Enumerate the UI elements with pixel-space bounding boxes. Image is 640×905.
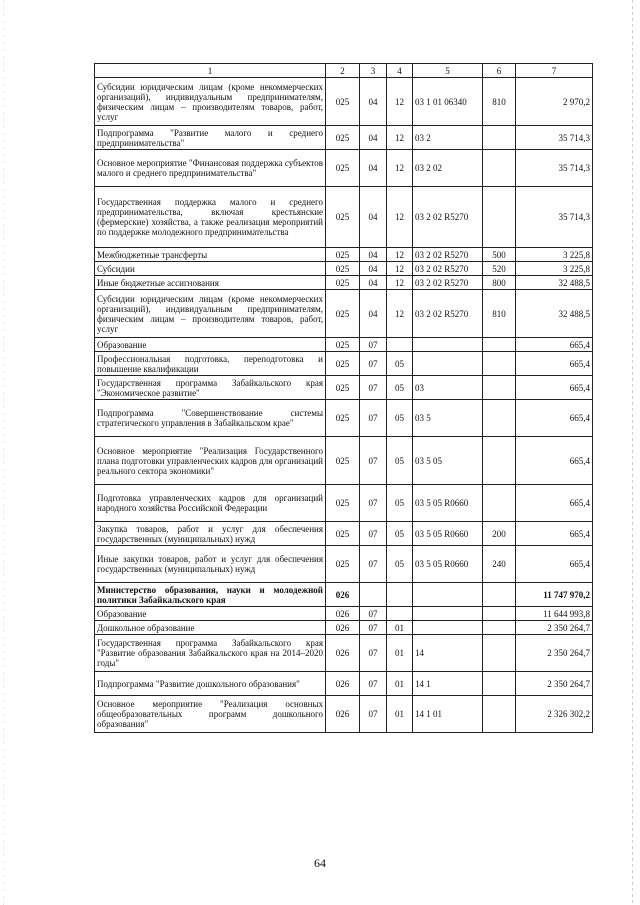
table-row bbox=[95, 150, 593, 187]
row-amount: 3 225,8 bbox=[516, 262, 593, 276]
row-expense-type bbox=[483, 150, 516, 187]
row-amount: 2 350 264,7 bbox=[516, 672, 593, 696]
row-department-code: 025 bbox=[326, 376, 360, 400]
row-subsection-code: 12 bbox=[387, 290, 413, 338]
row-name: Образование bbox=[95, 607, 326, 621]
table-row bbox=[95, 607, 593, 621]
row-department-code: 025 bbox=[326, 338, 360, 352]
row-amount: 32 488,5 bbox=[516, 276, 593, 290]
row-name: Профессиональная подготовка, переподготовка и повышение квалификации bbox=[95, 352, 326, 376]
row-subsection-code: 12 bbox=[387, 126, 413, 150]
row-section-code: 07 bbox=[360, 338, 387, 352]
row-department-code: 025 bbox=[326, 248, 360, 262]
row-name: Основное мероприятие "Реализация Государственного плана подготовки управленческих кадров для организаций реального сектора экономики" bbox=[95, 437, 326, 485]
row-name: Субсидии bbox=[95, 262, 326, 276]
row-department-code: 025 bbox=[326, 276, 360, 290]
table-row bbox=[95, 276, 593, 290]
row-subsection-code: 05 bbox=[387, 352, 413, 376]
row-subsection-code bbox=[387, 338, 413, 352]
row-section-code bbox=[360, 583, 387, 607]
row-amount: 665,4 bbox=[516, 546, 593, 583]
row-name: Подпрограмма "Развитие малого и среднего предпринимательства" bbox=[95, 126, 326, 150]
row-section-code: 04 bbox=[360, 248, 387, 262]
row-section-code: 04 bbox=[360, 150, 387, 187]
row-target-article bbox=[413, 607, 483, 621]
header-col-6: 6 bbox=[483, 64, 516, 78]
row-amount: 2 326 302,2 bbox=[516, 696, 593, 733]
row-section-code: 04 bbox=[360, 290, 387, 338]
row-target-article: 03 5 05 R0660 bbox=[413, 485, 483, 522]
row-section-code: 07 bbox=[360, 696, 387, 733]
row-department-code: 025 bbox=[326, 262, 360, 276]
scan-edge-right bbox=[632, 0, 633, 905]
row-target-article: 03 5 05 bbox=[413, 437, 483, 485]
row-amount: 665,4 bbox=[516, 338, 593, 352]
row-name: Субсидии юридическим лицам (кроме некоммерческих организаций), индивидуальным предпринимателям, физическим лицам – производителям товаров, работ, услуг bbox=[95, 78, 326, 126]
row-department-code: 025 bbox=[326, 485, 360, 522]
row-target-article bbox=[413, 352, 483, 376]
row-target-article: 03 2 02 R5270 bbox=[413, 290, 483, 338]
row-amount: 35 714,3 bbox=[516, 126, 593, 150]
row-expense-type bbox=[483, 352, 516, 376]
row-name: Государственная программа Забайкальского края "Развитие образования Забайкальского края на 2014–2020 годы" bbox=[95, 635, 326, 672]
table-row bbox=[95, 352, 593, 376]
row-name: Дошкольное образование bbox=[95, 621, 326, 635]
row-subsection-code: 01 bbox=[387, 635, 413, 672]
table-row bbox=[95, 400, 593, 437]
table-row bbox=[95, 546, 593, 583]
row-section-code: 04 bbox=[360, 276, 387, 290]
row-department-code: 025 bbox=[326, 290, 360, 338]
row-name: Иные бюджетные ассигнования bbox=[95, 276, 326, 290]
header-col-1: 1 bbox=[95, 64, 326, 78]
row-amount: 35 714,3 bbox=[516, 187, 593, 248]
row-expense-type: 200 bbox=[483, 522, 516, 546]
row-target-article: 03 2 02 bbox=[413, 150, 483, 187]
row-section-code: 07 bbox=[360, 400, 387, 437]
row-department-code: 025 bbox=[326, 437, 360, 485]
row-amount: 2 970,2 bbox=[516, 78, 593, 126]
row-expense-type bbox=[483, 485, 516, 522]
row-expense-type bbox=[483, 376, 516, 400]
budget-table bbox=[94, 63, 593, 733]
row-amount: 35 714,3 bbox=[516, 150, 593, 187]
row-subsection-code bbox=[387, 583, 413, 607]
row-name: Межбюджетные трансферты bbox=[95, 248, 326, 262]
row-expense-type bbox=[483, 437, 516, 485]
table-row bbox=[95, 126, 593, 150]
row-amount: 2 350 264,7 bbox=[516, 635, 593, 672]
row-name: Образование bbox=[95, 338, 326, 352]
row-subsection-code: 05 bbox=[387, 522, 413, 546]
row-section-code: 07 bbox=[360, 376, 387, 400]
row-department-code: 025 bbox=[326, 522, 360, 546]
table-row bbox=[95, 621, 593, 635]
table-row bbox=[95, 290, 593, 338]
row-subsection-code: 05 bbox=[387, 376, 413, 400]
row-department-code: 026 bbox=[326, 635, 360, 672]
row-name: Подготовка управленческих кадров для организаций народного хозяйства Российской Федерации bbox=[95, 485, 326, 522]
row-expense-type: 810 bbox=[483, 78, 516, 126]
row-name: Закупка товаров, работ и услуг для обеспечения государственных (муниципальных) нужд bbox=[95, 522, 326, 546]
row-target-article: 03 2 bbox=[413, 126, 483, 150]
table-row bbox=[95, 635, 593, 672]
row-department-code: 025 bbox=[326, 352, 360, 376]
row-section-code: 04 bbox=[360, 262, 387, 276]
row-expense-type bbox=[483, 126, 516, 150]
table-row bbox=[95, 583, 593, 607]
row-expense-type bbox=[483, 583, 516, 607]
row-department-code: 025 bbox=[326, 400, 360, 437]
row-expense-type bbox=[483, 400, 516, 437]
row-amount: 11 644 993,8 bbox=[516, 607, 593, 621]
row-subsection-code: 12 bbox=[387, 248, 413, 262]
table-row bbox=[95, 437, 593, 485]
table-row bbox=[95, 248, 593, 262]
table-body bbox=[95, 78, 593, 733]
row-target-article: 03 5 05 R0660 bbox=[413, 522, 483, 546]
row-name: Государственная поддержка малого и среднего предпринимательства, включая крестьянские (фермерские) хозяйства, а также реализация мероприятий по поддержке молодежного предпринимательства bbox=[95, 187, 326, 248]
row-subsection-code: 12 bbox=[387, 262, 413, 276]
row-subsection-code: 01 bbox=[387, 672, 413, 696]
row-expense-type bbox=[483, 696, 516, 733]
table-row bbox=[95, 78, 593, 126]
row-name: Основное мероприятие "Финансовая поддержка субъектов малого и среднего предпринимательства" bbox=[95, 150, 326, 187]
row-target-article bbox=[413, 583, 483, 607]
row-expense-type: 500 bbox=[483, 248, 516, 262]
table-row bbox=[95, 376, 593, 400]
table-row bbox=[95, 696, 593, 733]
row-amount: 665,4 bbox=[516, 400, 593, 437]
table-row bbox=[95, 485, 593, 522]
row-expense-type bbox=[483, 338, 516, 352]
row-target-article: 03 1 01 06340 bbox=[413, 78, 483, 126]
row-target-article: 03 2 02 R5270 bbox=[413, 187, 483, 248]
header-col-3: 3 bbox=[360, 64, 387, 78]
header-col-7: 7 bbox=[516, 64, 593, 78]
row-section-code: 07 bbox=[360, 485, 387, 522]
row-name: Основное мероприятие "Реализация основных общеобразовательных программ дошкольного образования" bbox=[95, 696, 326, 733]
row-expense-type: 800 bbox=[483, 276, 516, 290]
row-section-code: 07 bbox=[360, 546, 387, 583]
row-amount: 665,4 bbox=[516, 522, 593, 546]
row-name: Министерство образования, науки и молодежной политики Забайкальского края bbox=[95, 583, 326, 607]
row-subsection-code: 12 bbox=[387, 187, 413, 248]
row-subsection-code: 05 bbox=[387, 400, 413, 437]
row-amount: 665,4 bbox=[516, 437, 593, 485]
scan-edge-left bbox=[3, 0, 4, 905]
page-number: 64 bbox=[314, 856, 326, 870]
row-target-article bbox=[413, 621, 483, 635]
row-target-article: 03 5 05 R0660 bbox=[413, 546, 483, 583]
row-section-code: 07 bbox=[360, 635, 387, 672]
row-name: Иные закупки товаров, работ и услуг для обеспечения государственных (муниципальных) нужд bbox=[95, 546, 326, 583]
row-name: Субсидии юридическим лицам (кроме некоммерческих организаций), индивидуальным предпринимателям, физическим лицам – производителям товаров, работ, услуг bbox=[95, 290, 326, 338]
row-target-article: 03 5 bbox=[413, 400, 483, 437]
row-section-code: 04 bbox=[360, 187, 387, 248]
row-name: Подпрограмма "Развитие дошкольного образования" bbox=[95, 672, 326, 696]
header-col-5: 5 bbox=[413, 64, 483, 78]
row-subsection-code: 12 bbox=[387, 276, 413, 290]
header-col-4: 4 bbox=[387, 64, 413, 78]
row-amount: 3 225,8 bbox=[516, 248, 593, 262]
row-subsection-code: 05 bbox=[387, 437, 413, 485]
row-department-code: 026 bbox=[326, 672, 360, 696]
row-department-code: 025 bbox=[326, 187, 360, 248]
header-col-2: 2 bbox=[326, 64, 360, 78]
table-row bbox=[95, 262, 593, 276]
row-section-code: 07 bbox=[360, 607, 387, 621]
row-expense-type: 520 bbox=[483, 262, 516, 276]
row-department-code: 026 bbox=[326, 583, 360, 607]
row-expense-type bbox=[483, 621, 516, 635]
row-name: Подпрограмма "Совершенствование системы стратегического управления в Забайкальском крае" bbox=[95, 400, 326, 437]
row-expense-type bbox=[483, 635, 516, 672]
row-department-code: 025 bbox=[326, 126, 360, 150]
row-subsection-code: 05 bbox=[387, 546, 413, 583]
row-expense-type bbox=[483, 607, 516, 621]
row-expense-type: 240 bbox=[483, 546, 516, 583]
row-subsection-code: 12 bbox=[387, 78, 413, 126]
row-department-code: 026 bbox=[326, 621, 360, 635]
row-expense-type bbox=[483, 187, 516, 248]
table-row bbox=[95, 338, 593, 352]
table-row bbox=[95, 522, 593, 546]
row-amount: 665,4 bbox=[516, 485, 593, 522]
row-subsection-code: 12 bbox=[387, 150, 413, 187]
row-section-code: 07 bbox=[360, 522, 387, 546]
row-section-code: 07 bbox=[360, 621, 387, 635]
row-department-code: 026 bbox=[326, 696, 360, 733]
row-amount: 32 488,5 bbox=[516, 290, 593, 338]
row-amount: 11 747 970,2 bbox=[516, 583, 593, 607]
row-target-article: 03 2 02 R5270 bbox=[413, 248, 483, 262]
row-target-article: 14 1 bbox=[413, 672, 483, 696]
row-section-code: 04 bbox=[360, 78, 387, 126]
row-section-code: 07 bbox=[360, 672, 387, 696]
row-subsection-code: 01 bbox=[387, 696, 413, 733]
row-target-article: 03 2 02 R5270 bbox=[413, 262, 483, 276]
row-department-code: 025 bbox=[326, 78, 360, 126]
row-amount: 665,4 bbox=[516, 352, 593, 376]
table-header-row bbox=[95, 64, 593, 78]
row-section-code: 07 bbox=[360, 437, 387, 485]
row-subsection-code bbox=[387, 607, 413, 621]
row-department-code: 025 bbox=[326, 546, 360, 583]
row-amount: 2 350 264,7 bbox=[516, 621, 593, 635]
row-target-article: 14 1 01 bbox=[413, 696, 483, 733]
row-amount: 665,4 bbox=[516, 376, 593, 400]
row-name: Государственная программа Забайкальского края "Экономическое развитие" bbox=[95, 376, 326, 400]
table-row bbox=[95, 187, 593, 248]
row-subsection-code: 01 bbox=[387, 621, 413, 635]
row-department-code: 026 bbox=[326, 607, 360, 621]
row-section-code: 04 bbox=[360, 126, 387, 150]
row-expense-type: 810 bbox=[483, 290, 516, 338]
row-target-article: 03 2 02 R5270 bbox=[413, 276, 483, 290]
row-subsection-code: 05 bbox=[387, 485, 413, 522]
row-department-code: 025 bbox=[326, 150, 360, 187]
row-target-article: 03 bbox=[413, 376, 483, 400]
row-expense-type bbox=[483, 672, 516, 696]
row-target-article: 14 bbox=[413, 635, 483, 672]
row-target-article bbox=[413, 338, 483, 352]
row-section-code: 07 bbox=[360, 352, 387, 376]
table-row bbox=[95, 672, 593, 696]
